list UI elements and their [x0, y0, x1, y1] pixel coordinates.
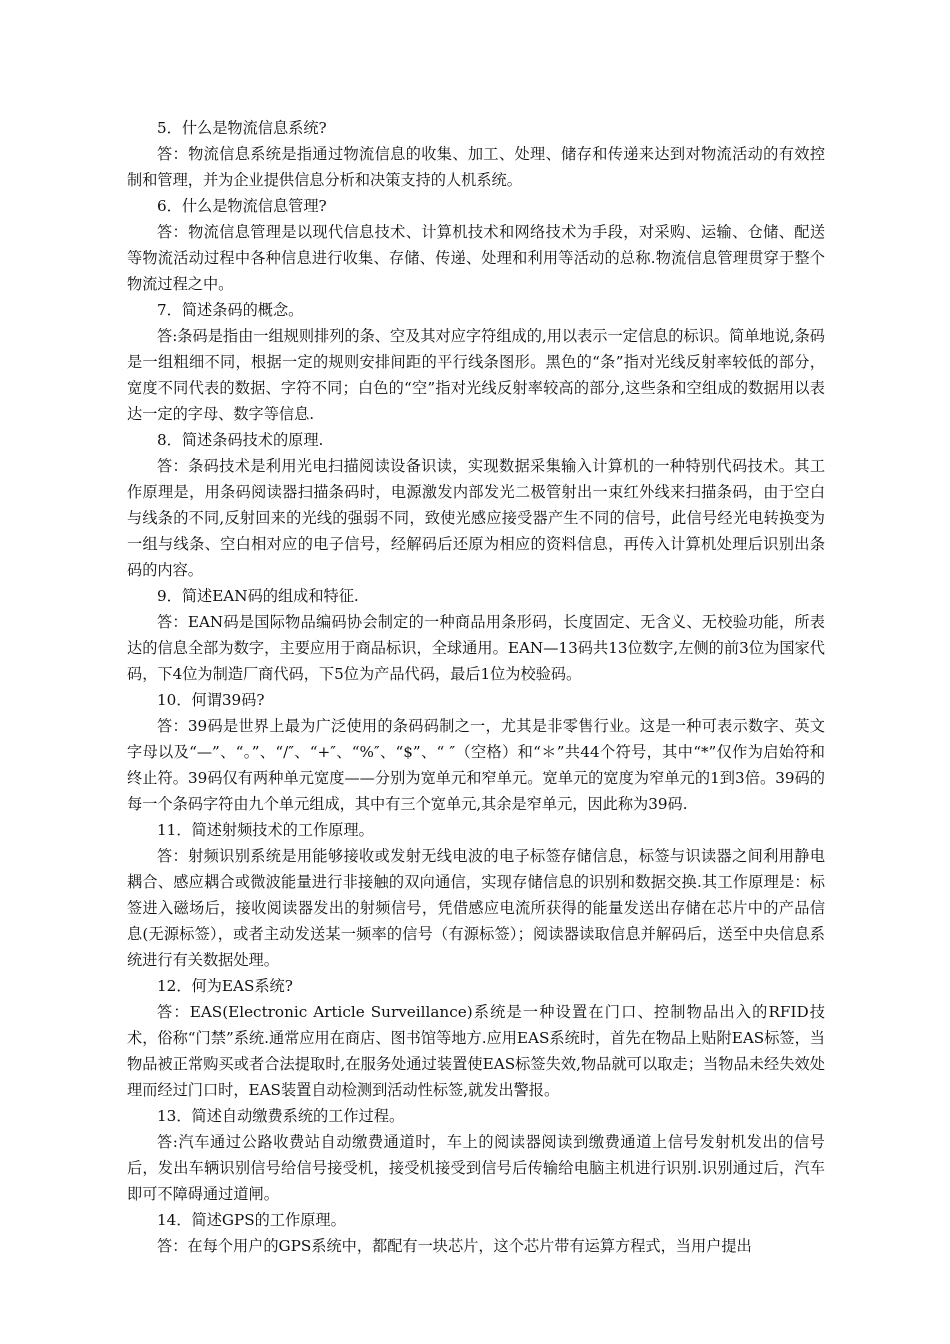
question-5: 5．什么是物流信息系统? [157, 119, 327, 137]
question-10: 10．何谓39码? [157, 691, 265, 709]
answer-9: 答：EAN码是国际物品编码协会制定的一种商品用条形码，长度固定、无含义、无校验功能，所表达的信息全部为数字，主要应用于商品标识，全球通用。EAN—13码共13位数字,左侧的前3位为国家代码，下4位为制造厂商代码，下5位为产品代码，最后1位为校验码。 [127, 613, 825, 683]
answer-13: 答:汽车通过公路收费站自动缴费通道时，车上的阅读器阅读到缴费通道上信号发射机发出的信号后，发出车辆识别信号给信号接受机，接受机接受到信号后传输给电脑主机进行识别.识别通过后，汽车即可不障碍通过道闸。 [127, 1133, 825, 1203]
question-14: 14．简述GPS的工作原理。 [157, 1211, 346, 1229]
answer-14: 答：在每个用户的GPS系统中，都配有一块芯片，这个芯片带有运算方程式，当用户提出 [157, 1237, 752, 1255]
question-8: 8．简述条码技术的原理. [157, 431, 324, 449]
answer-12: 答：EAS(Electronic Article Surveillance)系统是一种设置在门口、控制物品出入的RFID技术，俗称“门禁”系统.通常应用在商店、图书馆等地方.应用EAS系统时，首先在物品上贴附EAS标签，当物品被正常购买或者合法提取时,在服务处通过装置使EAS标签失效,物品就可以取走；当物品未经失效处理而经过门口时，EAS装置自动检测到活动性标签,就发出警报。 [127, 1003, 825, 1099]
question-13: 13．简述自动缴费系统的工作过程。 [157, 1107, 405, 1125]
question-11: 11．简述射频技术的工作原理。 [157, 821, 374, 839]
question-7: 7．简述条码的概念。 [157, 301, 304, 319]
question-9: 9．简述EAN码的组成和特征. [157, 587, 359, 605]
answer-8: 答：条码技术是利用光电扫描阅读设备识读，实现数据采集输入计算机的一种特别代码技术。其工作原理是，用条码阅读器扫描条码时，电源激发内部发光二极管射出一束红外线来扫描条码，由于空白与线条的不同,反射回来的光线的强弱不同，致使光感应接受器产生不同的信号，此信号经光电转换变为一组与线条、空白相对应的电子信号，经解码后还原为相应的资料信息，再传入计算机处理后识别出条码的内容。 [127, 457, 825, 579]
document-body [127, 115, 825, 1259]
answer-5: 答：物流信息系统是指通过物流信息的收集、加工、处理、储存和传递来达到对物流活动的有效控制和管理，并为企业提供信息分析和决策支持的人机系统。 [127, 145, 825, 189]
question-12: 12．何为EAS系统? [157, 977, 293, 995]
answer-6: 答：物流信息管理是以现代信息技术、计算机技术和网络技术为手段，对采购、运输、仓储、配送等物流活动过程中各种信息进行收集、存储、传递、处理和利用等活动的总称.物流信息管理贯穿于整个物流过程之中。 [127, 223, 825, 293]
answer-10: 答：39码是世界上最为广泛使用的条码码制之一，尤其是非零售行业。这是一种可表示数字、英文字母以及“—”、“。”、“/″、“+″、“%″、“$”、“ ″（空格）和“＊”共44个符号，其中“*”仅作为启始符和终止符。39码仅有两种单元宽度——分别为宽单元和窄单元。宽单元的宽度为窄单元的1到3倍。39码的每一个条码字符由九个单元组成，其中有三个宽单元,其余是窄单元，因此称为39码. [127, 717, 825, 813]
answer-11: 答：射频识别系统是用能够接收或发射无线电波的电子标签存储信息，标签与识读器之间利用静电耦合、感应耦合或微波能量进行非接触的双向通信，实现存储信息的识别和数据交换.其工作原理是：标签进入磁场后，接收阅读器发出的射频信号，凭借感应电流所获得的能量发送出存储在芯片中的产品信息(无源标签），或者主动发送某一频率的信号（有源标签）；阅读器读取信息并解码后，送至中央信息系统进行有关数据处理。 [127, 847, 825, 969]
question-6: 6．什么是物流信息管理? [157, 197, 327, 215]
answer-7: 答:条码是指由一组规则排列的条、空及其对应字符组成的,用以表示一定信息的标识。简单地说,条码是一组粗细不同，根据一定的规则安排间距的平行线条图形。黑色的“条”指对光线反射率较低的部分，宽度不同代表的数据、字符不同；白色的“空”指对光线反射率较高的部分,这些条和空组成的数据用以表达一定的字母、数字等信息. [127, 327, 825, 423]
